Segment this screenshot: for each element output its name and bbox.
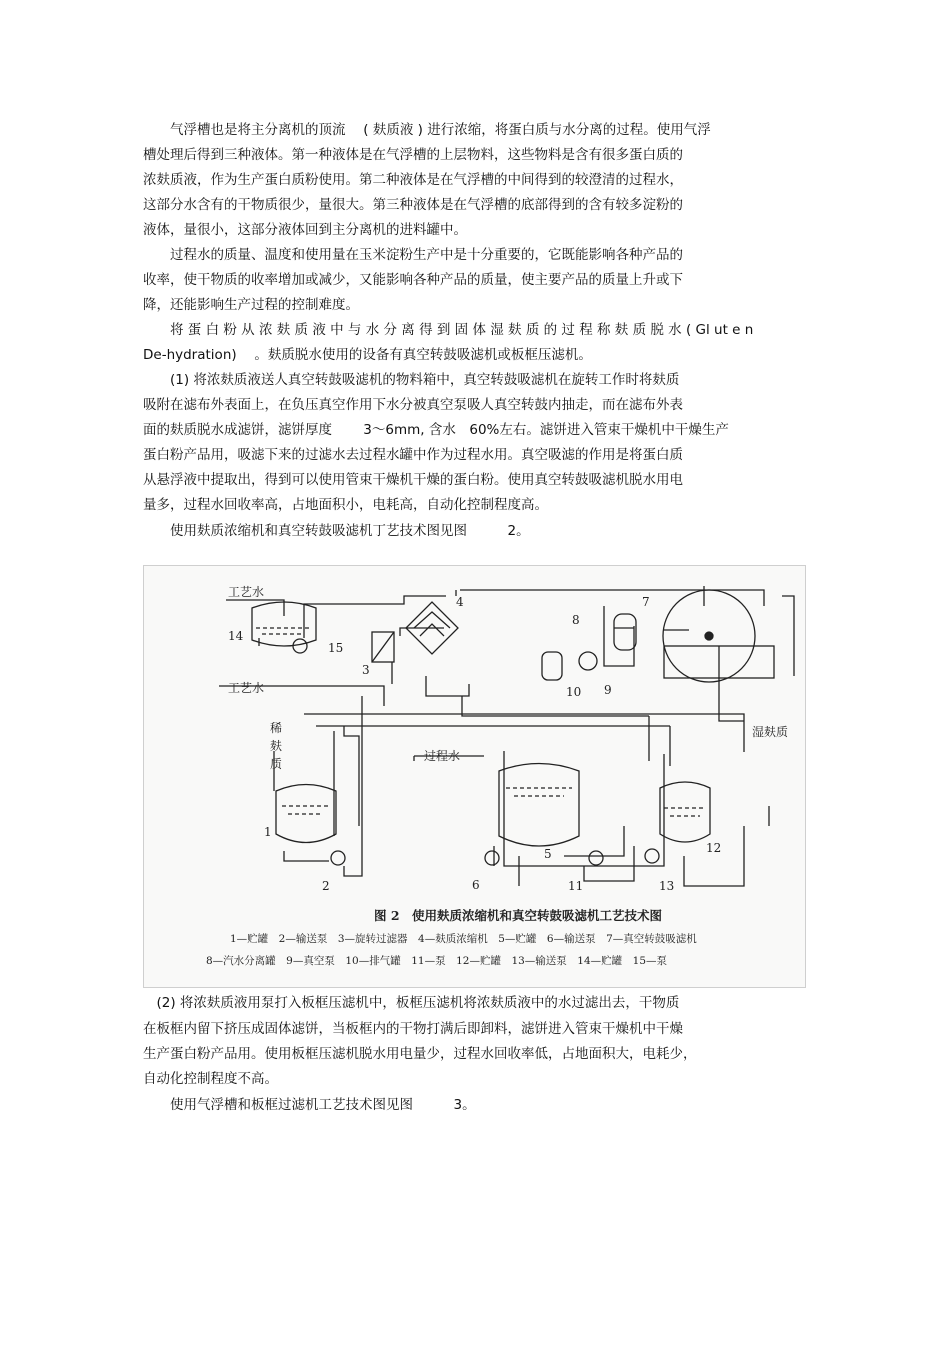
num-6: 6 — [472, 878, 480, 892]
pipe — [304, 714, 744, 752]
text-line: 从悬浮液中提取出，得到可以使用管束干燥机干燥的蛋白粉。使用真空转鼓吸滤机脱水用电 — [143, 472, 683, 488]
label-process-water-mid: 工艺水 — [228, 681, 265, 695]
num-15: 15 — [328, 641, 344, 655]
text-line: 这部分水含有的干物质很少，量很大。第三种液体是在气浮槽的底部得到的含有较多淀粉的 — [143, 197, 683, 213]
process-flow-figure — [143, 565, 806, 988]
num-3: 3 — [362, 663, 370, 677]
pipe — [564, 826, 744, 886]
text-line: 气浮槽也是将主分离机的顶流 ( 麸质液 ) 进行浓缩，将蛋白质与水分离的过程。使用气浮 — [143, 122, 711, 138]
pipe — [769, 596, 794, 826]
num-11: 11 — [568, 879, 584, 893]
num-1: 1 — [264, 825, 272, 839]
num-7: 7 — [642, 595, 650, 609]
label-dilute-2: 麸 — [270, 739, 283, 753]
text-line: 在板框内留下挤压成固体滤饼，当板框内的干物打满后即卸料，滤饼进入管束干燥机中干燥 — [143, 1021, 683, 1037]
process-flow-diagram — [144, 566, 805, 987]
label-dilute-3: 质 — [270, 757, 283, 771]
text-line: 使用麸质浓缩机和真空转鼓吸滤机丁艺技术图见图 2。 — [143, 523, 530, 539]
num-2: 2 — [322, 879, 330, 893]
num-9: 9 — [604, 683, 612, 697]
figure-legend-line-2: 8—汽水分离罐 9—真空泵 10—排气罐 11—泵 12—贮罐 13—输送泵 14—贮罐 15—泵 — [206, 955, 668, 967]
pump-13 — [645, 849, 659, 863]
num-14: 14 — [228, 629, 244, 643]
figure-legend-line-1: 1—贮罐 2—输送泵 3—旋转过滤器 4—麸质浓缩机 5—贮罐 6—输送泵 7—真空转鼓吸滤机 — [230, 933, 697, 945]
vacuum-pump-9 — [579, 652, 597, 670]
text-line: 收率，使干物质的收率增加或减少，又能影响各种产品的质量，使主要产品的质量上升或下 — [143, 272, 683, 288]
pipe — [316, 726, 670, 766]
text-line: 生产蛋白粉产品用。使用板框压滤机脱水用电量少，过程水回收率低，占地面积大，电耗少， — [143, 1046, 697, 1062]
text-line: (2) 将浓麸质液用泵打入板框压滤机中，板框压滤机将浓麸质液中的水过滤出去，干物质 — [143, 995, 680, 1011]
pipe — [392, 662, 469, 696]
text-line: 吸附在滤布外表面上，在负压真空作用下水分被真空泵吸人真空转鼓内抽走，而在滤布外表 — [143, 397, 683, 413]
tank-12 — [660, 782, 710, 842]
pipe — [664, 586, 744, 721]
text-line: 使用气浮槽和板框过滤机工艺技术图见图 3。 — [143, 1097, 476, 1113]
pipe — [462, 696, 649, 761]
text-line: 液体，量很小，这部分液体回到主分离机的进料罐中。 — [143, 222, 467, 238]
text-line: 降，还能影响生产过程的控制难度。 — [143, 297, 359, 313]
text-line: 蛋白粉产品用，吸滤下来的过滤水去过程水罐中作为过程水用。真空吸滤的作用是将蛋白质 — [143, 447, 683, 463]
pipe — [504, 751, 664, 866]
num-5: 5 — [544, 847, 552, 861]
num-13: 13 — [659, 879, 675, 893]
num-8: 8 — [572, 613, 580, 627]
text-line: 面的麸质脱水成滤饼，滤饼厚度 3～6mm, 含水 60%左右。滤饼进入管束干燥机中干燥生产 — [143, 422, 729, 438]
text-line: De-hydration) 。麸质脱水使用的设备有真空转鼓吸滤机或板框压滤机。 — [143, 347, 592, 363]
text-line: 量多，过程水回收率高，占地面积小，电耗高，自动化控制程度高。 — [143, 497, 548, 513]
text-line: 浓麸质液，作为生产蛋白质粉使用。第二种液体是在气浮槽的中间得到的较澄清的过程水， — [143, 172, 683, 188]
text-line: 过程水的质量、温度和使用量在玉米淀粉生产中是十分重要的，它既能影响各种产品的 — [143, 247, 683, 263]
pump-11 — [589, 851, 603, 865]
num-10: 10 — [566, 685, 582, 699]
num-4: 4 — [456, 595, 464, 609]
figure-caption: 图 2 使用麸质浓缩机和真空转鼓吸滤机工艺技术图 — [374, 908, 663, 923]
label-dilute-1: 稀 — [270, 721, 283, 735]
pipe — [259, 596, 446, 646]
num-12: 12 — [706, 841, 722, 855]
text-line: 槽处理后得到三种液体。第一种液体是在气浮槽的上层物料，这些物料是含有很多蛋白质的 — [143, 147, 683, 163]
text-line: 将 蛋 白 粉 从 浓 麸 质 液 中 与 水 分 离 得 到 固 体 湿 麸 质 的 过 程 称 麸 质 脱 水 ( Gl ut e n — [143, 322, 754, 338]
label-process-water: 过程水 — [424, 749, 461, 763]
pump-15 — [293, 639, 307, 653]
text-line: (1) 将浓麸质液送人真空转鼓吸滤机的物料箱中，真空转鼓吸滤机在旋转工作时将麸质 — [143, 372, 680, 388]
pipe — [334, 726, 359, 836]
pump-6 — [485, 851, 499, 865]
separator-tank-8 — [614, 614, 636, 650]
tank-5 — [499, 764, 579, 847]
label-wet-gluten: 湿麸质 — [752, 725, 789, 739]
pump-2 — [331, 851, 345, 865]
exhaust-tank-10 — [542, 652, 562, 680]
label-process-water-top: 工艺水 — [228, 585, 265, 599]
text-line: 自动化控制程度不高。 — [143, 1071, 278, 1087]
pipe — [456, 590, 764, 606]
